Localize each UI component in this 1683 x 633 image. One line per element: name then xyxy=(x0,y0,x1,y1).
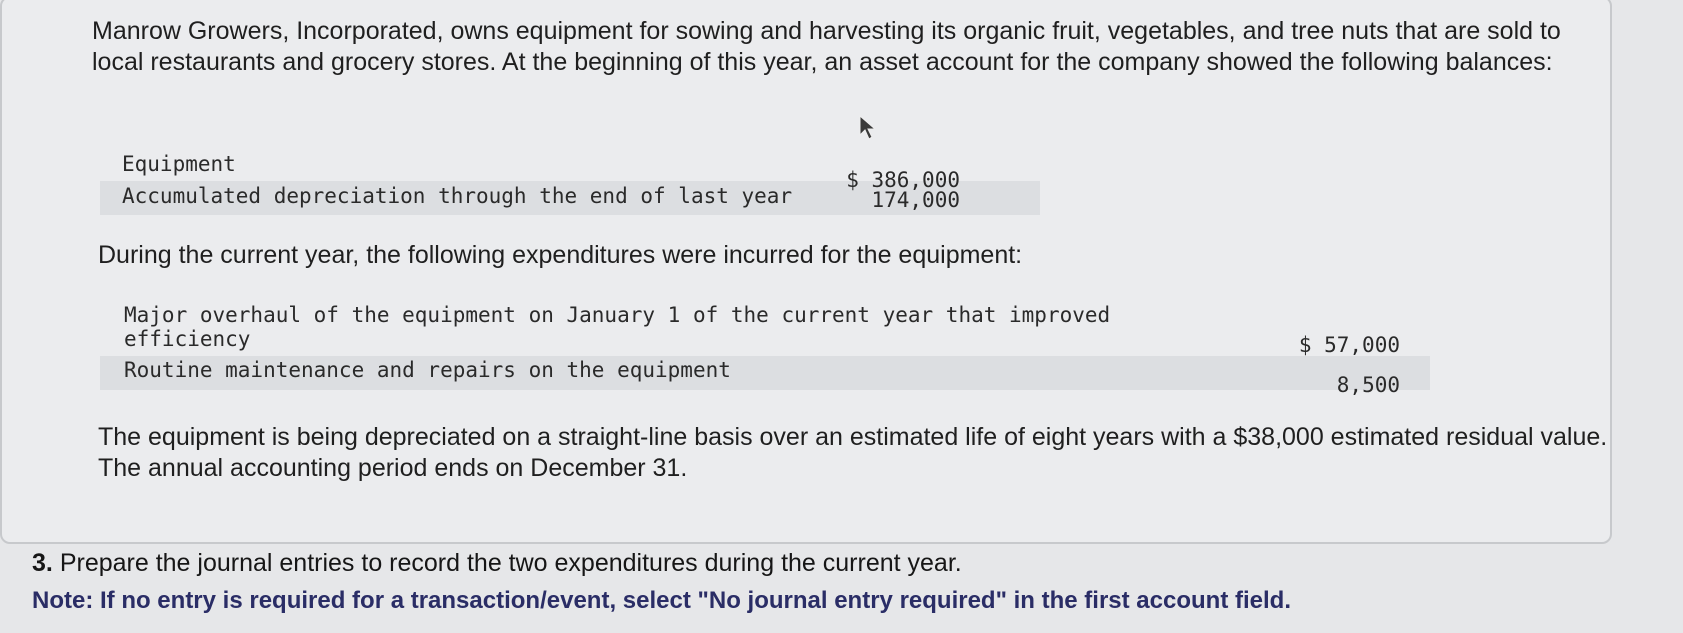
balance-label-accumulated-depreciation: Accumulated depreciation through the end of last year xyxy=(122,184,793,208)
intro-paragraph: Manrow Growers, Incorporated, owns equipment for sowing and harvesting its organic fruit, vegetables, and tree nuts that are sold to local restaurants and grocery stores. At the beginning of this year, an asset account for the company showed the following balances: xyxy=(92,17,1561,76)
depreciation-paragraph: The equipment is being depreciated on a straight-line basis over an estimated life of eight years with a $38,000 estimated residual value. The annual accounting period ends on December 31. xyxy=(98,423,1608,482)
balance-label-equipment: Equipment xyxy=(122,152,236,176)
expenditure-amount-overhaul: $ 57,000 xyxy=(1298,333,1400,357)
balance-amount-accumulated-depreciation: 174,000 xyxy=(871,188,960,212)
expenditures-table xyxy=(100,303,1430,403)
question-text: Prepare the journal entries to record the two expenditures during the current year. xyxy=(59,549,962,577)
question-number: 3. xyxy=(32,549,53,577)
expenditure-label-overhaul-line2: efficiency xyxy=(124,327,251,351)
expenditure-label-maintenance: Routine maintenance and repairs on the equipment xyxy=(124,358,731,382)
question-3 xyxy=(32,548,962,579)
question-note: Note: If no entry is required for a transaction/event, select "No journal entry required" in the first account field. xyxy=(32,587,1291,614)
expenditures-intro: During the current year, the following expenditures were incurred for the equipment: xyxy=(98,241,1023,269)
mouse-pointer-icon xyxy=(858,115,876,141)
expenditure-amount-maintenance: 8,500 xyxy=(1336,373,1400,397)
expenditure-label-overhaul: Major overhaul of the equipment on January 1 of the current year that improved xyxy=(124,303,1111,327)
balance-amount-equipment: $ 386,000 xyxy=(846,168,960,192)
